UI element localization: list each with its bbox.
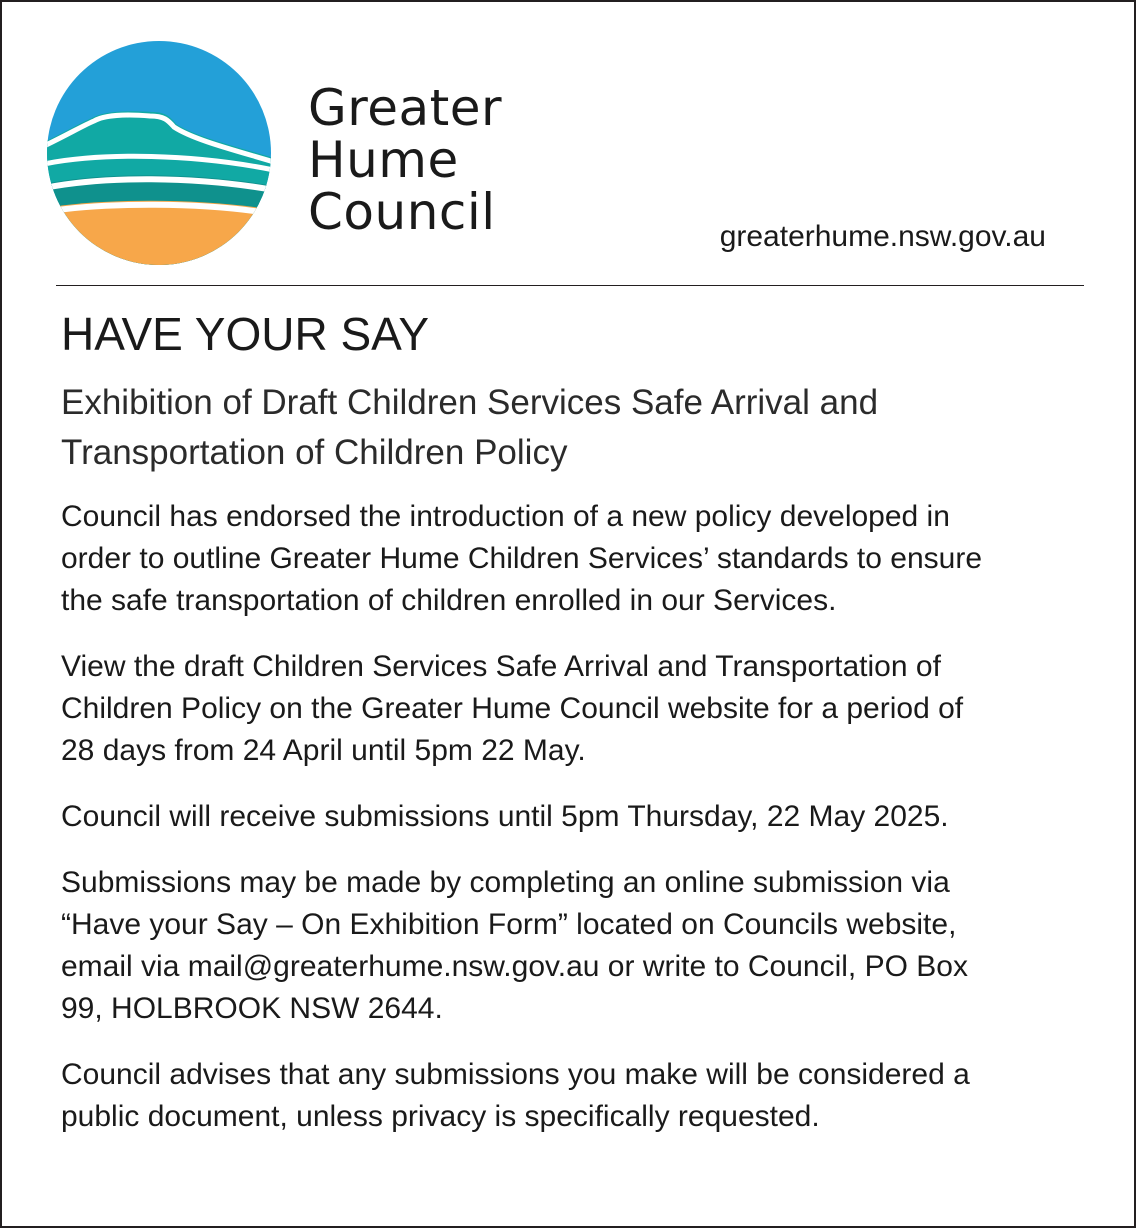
notice-content [61, 306, 1091, 1162]
paragraph-view-draft [61, 646, 1091, 772]
paragraph-line: order to outline Greater Hume Children Services’ standards to ensure [61, 542, 983, 575]
paragraph-line: Council has endorsed the introduction of a new policy developed in [61, 500, 950, 533]
subtitle-line: Transportation of Children Policy [61, 433, 568, 472]
subtitle-line: Exhibition of Draft Children Services Safe Arrival and [61, 383, 879, 422]
header-divider [56, 285, 1084, 286]
website-url: greaterhume.nsw.gov.au [719, 220, 1046, 253]
wordmark-line-2: Hume [308, 131, 459, 189]
paragraph-line: email via mail@greaterhume.nsw.gov.au or write to Council, PO Box [61, 950, 968, 983]
paragraph-line: Council will receive submissions until 5pm Thursday, 22 May 2025. [61, 800, 949, 833]
paragraph-line: public document, unless privacy is specifically requested. [61, 1100, 820, 1133]
paragraph-line: the safe transportation of children enrolled in our Services. [61, 584, 837, 617]
paragraph-line: View the draft Children Services Safe Arrival and Transportation of [61, 650, 941, 683]
wordmark-line-3: Council [308, 183, 496, 241]
paragraph-policy-intro [61, 496, 1091, 622]
paragraph-line: 99, HOLBROOK NSW 2644. [61, 992, 443, 1025]
notice-subtitle [61, 378, 1091, 478]
paragraph-deadline [61, 796, 1091, 838]
paragraph-line: Submissions may be made by completing an online submission via [61, 866, 950, 899]
paragraph-line: 28 days from 24 April until 5pm 22 May. [61, 734, 586, 767]
paragraph-privacy [61, 1054, 1091, 1138]
council-wordmark [308, 79, 503, 241]
paragraph-line: “Have your Say – On Exhibition Form” located on Councils website, [61, 908, 957, 941]
paragraph-line: Children Policy on the Greater Hume Council website for a period of [61, 692, 964, 725]
paragraph-line: Council advises that any submissions you make will be considered a [61, 1058, 970, 1091]
notice-heading: HAVE YOUR SAY [61, 308, 430, 360]
council-logo-icon [44, 38, 274, 268]
wordmark-line-1: Greater [308, 79, 503, 137]
paragraph-submission-methods [61, 862, 1091, 1030]
